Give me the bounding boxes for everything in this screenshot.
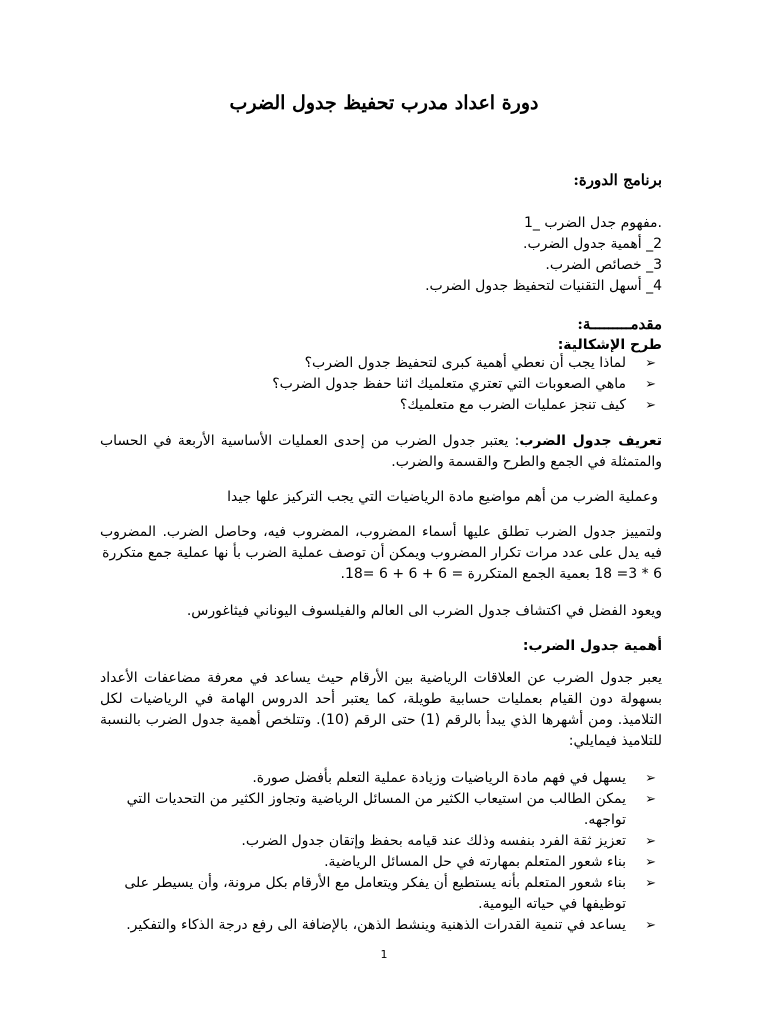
program-heading: برنامج الدورة:	[573, 171, 662, 189]
importance-point: ➢ يمكن الطالب من استيعاب الكثير من المسائل الرياضية وتجاوز الكثير من التحديات التي تواجهه.	[100, 789, 656, 831]
definition-para3-text: ولتمييز جدول الضرب تطلق عليها أسماء المضروب، المضروب فيه، وحاصل الضرب. المضروب فيه يدل على عدد مرات تكرار المضروب ويمكن أن توصف عملية الضرب بأ نها عملية جمع متكررة	[100, 524, 662, 561]
document-title: دورة اعداد مدرب تحفيظ جدول الضرب	[229, 92, 539, 114]
importance-point: ➢ يساعد في تنمية القدرات الذهنية وينشط الذهن، بالإضافة الى رفع درجة الذكاء والتفكير.	[100, 915, 656, 936]
program-item: 4_ أسهل التقنيات لتحفيظ جدول الضرب.	[425, 278, 662, 294]
definition-text: : يعتبر جدول الضرب من إحدى العمليات الأساسية الأربعة في الحساب والمتمثلة في الجمع والطرح والقسمة والضرب.	[100, 433, 662, 470]
program-list	[100, 213, 662, 297]
importance-point: ➢ بناء شعور المتعلم بمهارته في حل المسائل الرياضية.	[100, 852, 656, 873]
importance-heading: أهمية جدول الضرب:	[522, 638, 662, 654]
question-item: ➢ ماهي الصعوبات التي تعتري متعلميك اثنا حفظ جدول الضرب؟	[100, 374, 656, 395]
program-item: 2_ أهمية جدول الضرب.	[523, 236, 662, 252]
importance-point: ➢ بناء شعور المتعلم بأنه يستطيع أن يفكر ويتعامل مع الأرقام بكل مرونة، وأن يسيطر على توظيفها في حياته اليومية.	[100, 873, 656, 915]
definition-para3	[100, 522, 662, 585]
question-item: ➢ كيف تنجز عمليات الضرب مع متعلميك؟	[100, 395, 656, 416]
importance-point: ➢ يسهل في فهم مادة الرياضيات وزيادة عملية التعلم بأفضل صورة.	[100, 768, 656, 789]
importance-point: ➢ تعزيز ثقة الفرد بنفسه وذلك عند قيامه بحفظ وإتقان جدول الضرب.	[100, 831, 656, 852]
program-item: .مفهوم جدل الضرب _1	[523, 215, 662, 231]
intro-heading: مقدمـــــــــة:	[577, 315, 662, 333]
importance-paragraph: يعبر جدول الضرب عن العلاقات الرياضية بين الأرقام حيث يساعد في معرفة مضاعفات الأعداد بسهولة دون القيام بعمليات حسابية طويلة، كما يعتبر أحد الدروس الهامة في الرياضيات لكل التلاميذ. ومن أشهرها الذي يبدأ بالرقم (1) حتى الرقم (10). وتتلخص أهمية جدول الضرب بالنسبة للتلاميذ فيمايلي:	[100, 670, 662, 749]
problem-heading: طرح الإشكالية:	[557, 337, 662, 353]
definition-label: تعريف جدول الضرب	[519, 433, 662, 449]
question-item: ➢ لماذا يجب أن نعطي أهمية كبرى لتحفيظ جدول الضرب؟	[100, 353, 656, 374]
page-number: 1	[380, 948, 388, 961]
program-item: 3_ خصائص الضرب.	[545, 257, 662, 273]
definition-equation: 6 * 3= 18 بعمية الجمع المتكررة = 6 + 6 + 6 =18.	[340, 566, 662, 582]
definition-para2: وعملية الضرب من أهم مواضيع مادة الرياضيات التي يجب التركيز علها جيدا	[227, 489, 658, 505]
questions-list	[100, 353, 656, 416]
definition-para4: ويعود الفضل في اكتشاف جدول الضرب الى العالم والفيلسوف اليوناني فيثاغورس.	[186, 603, 662, 619]
definition-paragraph	[100, 431, 662, 473]
importance-points	[100, 768, 656, 936]
